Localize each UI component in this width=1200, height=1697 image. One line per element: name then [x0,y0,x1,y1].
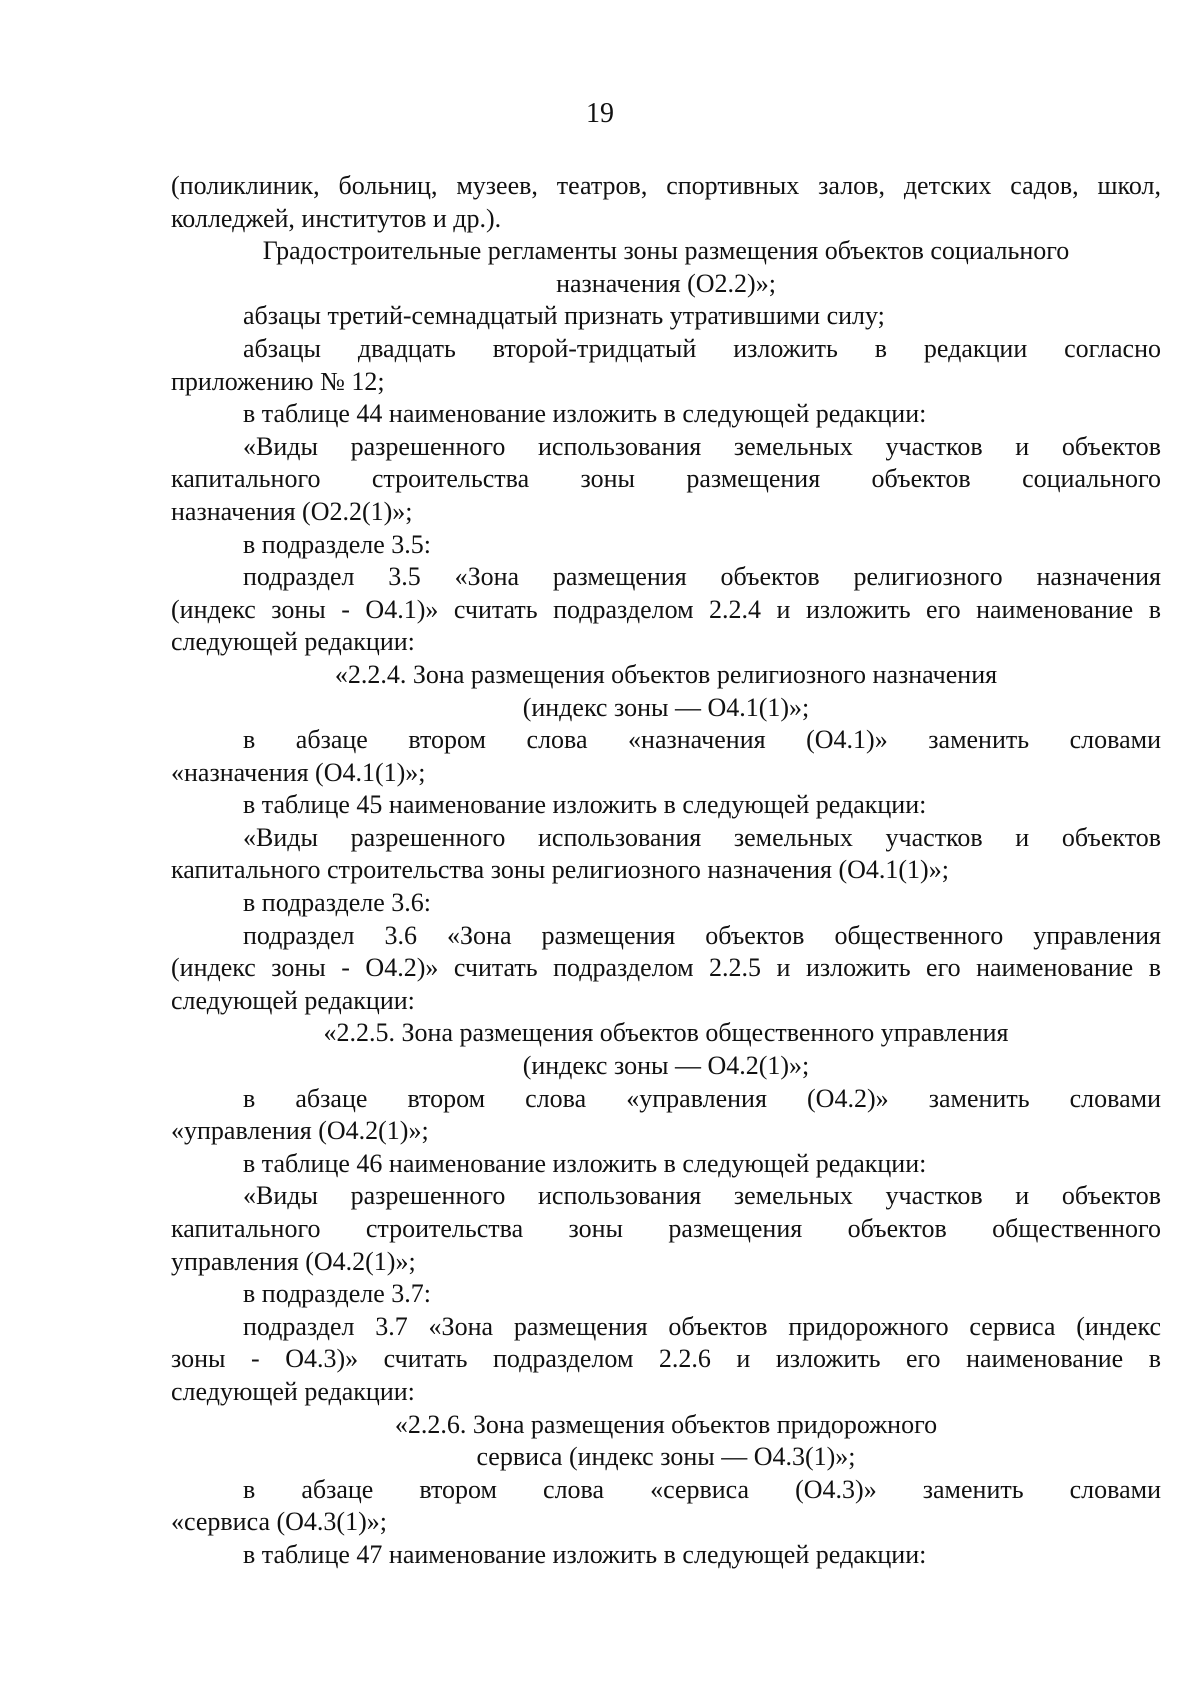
text-line: в таблице 44 наименование изложить в следующей редакции: [243,399,927,429]
text-line: следующей редакции: [171,627,415,657]
text-line: подраздел 3.5 «Зона размещения объектов религиозного назначения [243,562,1161,592]
section-heading-line: «2.2.5. Зона размещения объектов общественного управления [323,1018,1009,1048]
text-line: подраздел 3.6 «Зона размещения объектов общественного управления [243,920,1161,950]
text-line: в подразделе 3.6: [243,888,432,918]
text-line: «управления (О4.2(1)»; [171,1116,429,1146]
page-number: 19 [586,98,614,129]
text-line: капитального строительства зоны размещения объектов общественного [171,1214,1161,1243]
text-line: зоны - О4.3)» считать подразделом 2.2.6 и изложить его наименование в [171,1344,1161,1374]
text-line: «Виды разрешенного использования земельных участков и объектов [243,1181,1161,1211]
text-line: «Виды разрешенного использования земельных участков и объектов [243,431,1161,461]
section-heading-line: «2.2.6. Зона размещения объектов придорожного [394,1409,938,1439]
text-line: (индекс зоны - О4.1)» считать подразделом 2.2.4 и изложить его наименование в [171,594,1161,624]
text-line: в таблице 46 наименование изложить в следующей редакции: [243,1148,927,1178]
text-line: «назначения (О4.1(1)»; [171,757,426,787]
section-heading-line: «2.2.4. Зона размещения объектов религиозного назначения [334,659,998,689]
text-line: приложению № 12; [171,366,385,396]
text-line: следующей редакции: [171,1376,415,1406]
text-line: капитального строительства зоны размещения объектов социального [171,464,1161,494]
text-line: в абзаце втором слова «управления (О4.2)» заменить словами [243,1083,1161,1113]
text-line: в таблице 47 наименование изложить в следующей редакции: [243,1539,927,1569]
text-line: в подразделе 3.7: [243,1279,432,1309]
section-heading-line: (индекс зоны — О4.2(1)»; [522,1051,810,1081]
text-line: (индекс зоны - О4.2)» считать подразделом 2.2.5 и изложить его наименование в [171,953,1161,983]
text-line: назначения (О2.2(1)»; [171,496,413,526]
text-line: колледжей, институтов и др.). [171,203,502,233]
text-line: в абзаце втором слова «назначения (О4.1)» заменить словами [243,725,1161,755]
section-heading-line: назначения (О2.2)»; [556,268,776,298]
text-line: следующей редакции: [171,985,415,1015]
section-heading-line: Градостроительные регламенты зоны размещения объектов социального [262,236,1070,266]
section-heading-line: сервиса (индекс зоны — О4.3(1)»; [476,1442,856,1472]
text-line: в таблице 45 наименование изложить в следующей редакции: [243,790,927,820]
text-line: «Виды разрешенного использования земельных участков и объектов [243,822,1161,852]
text-line: в абзаце втором слова «сервиса (О4.3)» заменить словами [243,1474,1161,1504]
page-body [171,170,1161,1572]
text-line: подраздел 3.7 «Зона размещения объектов придорожного сервиса (индекс [243,1311,1161,1341]
text-line: абзацы третий-семнадцатый признать утратившими силу; [243,301,885,331]
text-line: капитального строительства зоны религиозного назначения (О4.1(1)»; [171,855,949,885]
text-line: (поликлиник, больниц, музеев, театров, спортивных залов, детских садов, школ, [171,171,1161,200]
text-line: в подразделе 3.5: [243,529,432,559]
text-line: управления (О4.2(1)»; [171,1246,416,1276]
text-line: абзацы двадцать второй-тридцатый изложить в редакции согласно [243,333,1161,363]
section-heading-line: (индекс зоны — О4.1(1)»; [522,692,810,722]
text-line: «сервиса (О4.3(1)»; [171,1507,387,1537]
